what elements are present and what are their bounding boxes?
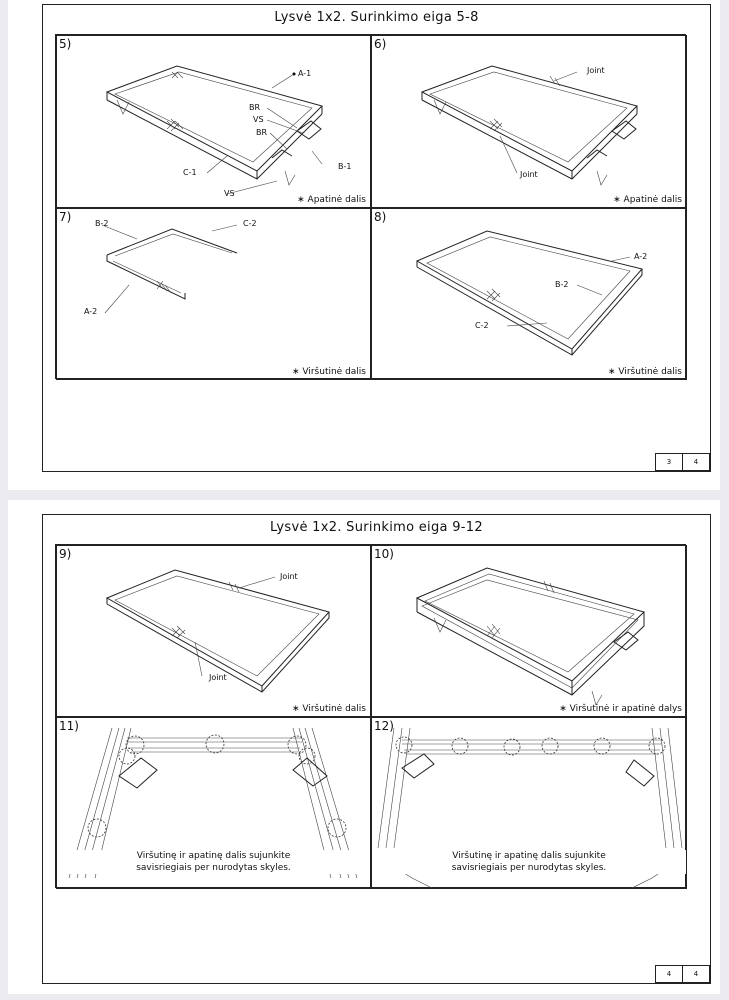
step-8-drawing <box>372 209 687 380</box>
callout-joint: Joint <box>587 66 605 75</box>
page-total: 4 <box>682 454 709 470</box>
page-current: 3 <box>666 458 672 466</box>
page-number-box <box>655 453 710 471</box>
sheet-border <box>42 514 711 984</box>
page-title: Lysvė 1x2. Surinkimo eiga 5-8 <box>274 10 479 25</box>
step-number: 10) <box>374 547 394 561</box>
callout-br-2: BR <box>256 128 268 137</box>
step-8-panel <box>371 208 687 380</box>
callout-c2: C-2 <box>475 321 489 330</box>
step-6-panel <box>371 35 687 208</box>
callout-joint-2: Joint <box>520 170 538 179</box>
sheet-border <box>42 4 711 472</box>
step-11-panel <box>56 717 371 889</box>
step-number: 8) <box>374 210 387 224</box>
instruction-line-1: Viršutinę ir apatinę dalis sujunkite <box>452 851 606 861</box>
step-7-drawing <box>57 209 371 380</box>
step-note: ∗ Viršutinė dalis <box>607 367 682 377</box>
step-number: 12) <box>374 719 394 733</box>
callout-joint-2: Joint <box>209 673 227 682</box>
step-note: ∗ Viršutinė dalis <box>291 367 366 377</box>
callout-a2: A-2 <box>634 252 648 261</box>
step-number: 9) <box>59 547 72 561</box>
step-number: 5) <box>59 37 72 51</box>
callout-c1: C-1 <box>183 168 197 177</box>
callout-a2: A-2 <box>84 307 98 316</box>
callout-c2: C-2 <box>243 219 257 228</box>
step-number: 7) <box>59 210 72 224</box>
steps-grid <box>55 544 686 888</box>
step-10-drawing <box>372 546 687 717</box>
callout-a1: A-1 <box>298 69 312 78</box>
instruction-text <box>57 850 370 874</box>
callout-joint: Joint <box>280 572 298 581</box>
page-title: Lysvė 1x2. Surinkimo eiga 9-12 <box>270 520 483 535</box>
page-total: 4 <box>682 966 709 982</box>
instruction-line-1: Viršutinę ir apatinę dalis sujunkite <box>136 851 291 861</box>
step-number: 11) <box>59 719 79 733</box>
instruction-sheet-2 <box>8 500 720 994</box>
step-note: ∗ Viršutinė dalis <box>291 704 366 714</box>
instruction-sheet-1 <box>8 0 720 490</box>
page-current: 4 <box>666 970 672 978</box>
step-5-drawing <box>57 36 371 208</box>
step-10-panel <box>371 545 687 717</box>
step-note: ∗ Apatinė dalis <box>297 195 366 205</box>
step-7-panel <box>56 208 371 380</box>
page-number-box <box>655 965 710 983</box>
step-12-panel <box>371 717 687 889</box>
callout-b2: B-2 <box>555 280 569 289</box>
step-number: 6) <box>374 37 387 51</box>
instruction-line-2: savisriegiais per nurodytas skyles. <box>451 863 607 873</box>
callout-b1: B-1 <box>338 162 352 171</box>
callout-vs: VS <box>253 115 264 124</box>
step-note: ∗ Viršutinė ir apatinė dalys <box>559 704 682 714</box>
callout-br: BR <box>249 103 261 112</box>
step-note: ∗ Apatinė dalis <box>613 195 682 205</box>
instruction-text <box>372 850 686 874</box>
callout-vs-2: VS <box>224 189 235 198</box>
step-9-drawing <box>57 546 371 717</box>
step-5-panel <box>56 35 371 208</box>
callout-b2: B-2 <box>95 219 109 228</box>
step-9-panel <box>56 545 371 717</box>
instruction-line-2: savisriegiais per nurodytas skyles. <box>136 863 291 873</box>
steps-grid <box>55 34 686 379</box>
step-6-drawing <box>372 36 687 208</box>
